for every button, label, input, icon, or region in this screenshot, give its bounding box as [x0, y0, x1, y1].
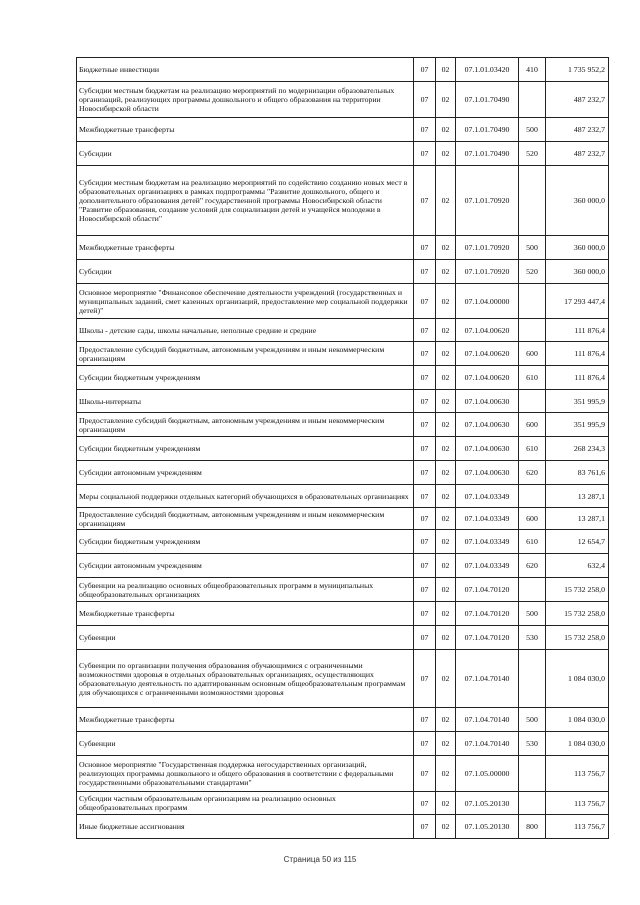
- row-section: 07: [414, 650, 436, 708]
- table-row: [77, 166, 609, 236]
- row-expense-type: [519, 390, 546, 413]
- row-subsection: 02: [436, 437, 456, 461]
- row-section: 07: [414, 792, 436, 815]
- row-amount: 351 995,9: [546, 413, 609, 437]
- row-expense-type: 520: [519, 260, 546, 284]
- table-row: [77, 342, 609, 366]
- row-target-article: 07.1.01.03420: [456, 58, 519, 82]
- table-row: [77, 82, 609, 118]
- row-section: 07: [414, 342, 436, 366]
- row-amount: 12 654,7: [546, 530, 609, 554]
- table-row: [77, 319, 609, 342]
- row-subsection: 02: [436, 708, 456, 732]
- row-amount: 268 234,3: [546, 437, 609, 461]
- row-target-article: 07.1.04.70120: [456, 578, 519, 602]
- row-name: Меры социальной поддержки отдельных категорий обучающихся в образовательных организациях: [77, 485, 414, 508]
- row-name: Субсидии автономным учреждениям: [77, 554, 414, 578]
- row-expense-type: 530: [519, 626, 546, 650]
- row-section: 07: [414, 319, 436, 342]
- row-target-article: 07.1.04.03349: [456, 530, 519, 554]
- row-section: 07: [414, 260, 436, 284]
- table-row: [77, 58, 609, 82]
- row-name: Субсидии частным образовательным организациям на реализацию основных общеобразовательных программ: [77, 792, 414, 815]
- row-amount: 487 232,7: [546, 142, 609, 166]
- row-target-article: 07.1.01.70490: [456, 142, 519, 166]
- row-amount: 111 876,4: [546, 319, 609, 342]
- row-target-article: 07.1.01.70920: [456, 236, 519, 260]
- row-target-article: 07.1.04.70120: [456, 626, 519, 650]
- row-name: Школы-интернаты: [77, 390, 414, 413]
- row-section: 07: [414, 413, 436, 437]
- row-amount: 351 995,9: [546, 390, 609, 413]
- row-name: Иные бюджетные ассигнования: [77, 815, 414, 839]
- table-row: [77, 236, 609, 260]
- row-name: Основное мероприятие "Государственная поддержка негосударственных организаций, реализующих программы дошкольного и общего образования в соответствии с федеральными государственными образовательными стандартами": [77, 756, 414, 792]
- row-target-article: 07.1.04.00620: [456, 342, 519, 366]
- row-subsection: 02: [436, 756, 456, 792]
- row-target-article: 07.1.05.20130: [456, 815, 519, 839]
- table-row: [77, 142, 609, 166]
- table-row: [77, 413, 609, 437]
- row-target-article: 07.1.04.00630: [456, 390, 519, 413]
- row-amount: 487 232,7: [546, 118, 609, 142]
- table-row: [77, 602, 609, 626]
- row-expense-type: [519, 284, 546, 319]
- row-target-article: 07.1.04.70140: [456, 732, 519, 756]
- table-row: [77, 792, 609, 815]
- table-row: [77, 626, 609, 650]
- row-expense-type: 500: [519, 236, 546, 260]
- row-expense-type: 530: [519, 732, 546, 756]
- row-expense-type: 610: [519, 437, 546, 461]
- row-section: 07: [414, 756, 436, 792]
- row-subsection: 02: [436, 260, 456, 284]
- row-subsection: 02: [436, 236, 456, 260]
- row-subsection: 02: [436, 732, 456, 756]
- row-expense-type: [519, 319, 546, 342]
- row-subsection: 02: [436, 602, 456, 626]
- table-row: [77, 554, 609, 578]
- row-amount: 15 732 258,0: [546, 602, 609, 626]
- row-name: Субвенции по организации получения образования обучающимися с ограниченными возможностями здоровья в отдельных образовательных организациях, осуществляющих образовательную деятельность по адаптированным основным общеобразовательным программам для обучающихся с ограниченными возможностями здоровья: [77, 650, 414, 708]
- row-subsection: 02: [436, 815, 456, 839]
- row-name: Субсидии автономным учреждениям: [77, 461, 414, 485]
- table-row: [77, 650, 609, 708]
- row-target-article: 07.1.05.20130: [456, 792, 519, 815]
- row-amount: 360 000,0: [546, 260, 609, 284]
- table-row: [77, 815, 609, 839]
- row-section: 07: [414, 732, 436, 756]
- table-row: [77, 732, 609, 756]
- row-name: Предоставление субсидий бюджетным, автономным учреждениям и иным некоммерческим организациям: [77, 342, 414, 366]
- row-subsection: 02: [436, 554, 456, 578]
- row-target-article: 07.1.04.00620: [456, 366, 519, 390]
- row-amount: 113 756,7: [546, 792, 609, 815]
- row-target-article: 07.1.04.00630: [456, 413, 519, 437]
- row-name: Основное мероприятие "Финансовое обеспечение деятельности учреждений (государственных и муниципальных заданий, смет казенных организаций, предоставление мер социальной поддержки детей)": [77, 284, 414, 319]
- row-section: 07: [414, 236, 436, 260]
- row-amount: 1 084 030,0: [546, 650, 609, 708]
- row-expense-type: [519, 756, 546, 792]
- row-expense-type: 500: [519, 708, 546, 732]
- table-row: [77, 708, 609, 732]
- row-subsection: 02: [436, 366, 456, 390]
- row-amount: 113 756,7: [546, 756, 609, 792]
- row-target-article: 07.1.04.00000: [456, 284, 519, 319]
- row-amount: 83 761,6: [546, 461, 609, 485]
- row-expense-type: 410: [519, 58, 546, 82]
- table-row: [77, 756, 609, 792]
- row-target-article: 07.1.04.00620: [456, 319, 519, 342]
- row-subsection: 02: [436, 792, 456, 815]
- row-amount: 13 287,1: [546, 508, 609, 530]
- row-expense-type: [519, 485, 546, 508]
- row-expense-type: 610: [519, 530, 546, 554]
- row-name: Субвенции: [77, 732, 414, 756]
- row-section: 07: [414, 166, 436, 236]
- table-row: [77, 118, 609, 142]
- row-expense-type: [519, 650, 546, 708]
- row-section: 07: [414, 554, 436, 578]
- row-section: 07: [414, 578, 436, 602]
- row-amount: 1 084 030,0: [546, 732, 609, 756]
- row-subsection: 02: [436, 82, 456, 118]
- row-expense-type: 520: [519, 142, 546, 166]
- row-amount: 113 756,7: [546, 815, 609, 839]
- row-subsection: 02: [436, 530, 456, 554]
- budget-table: [76, 57, 609, 839]
- row-expense-type: 610: [519, 366, 546, 390]
- row-expense-type: 620: [519, 461, 546, 485]
- row-section: 07: [414, 626, 436, 650]
- row-expense-type: 620: [519, 554, 546, 578]
- table-row: [77, 284, 609, 319]
- row-target-article: 07.1.04.70140: [456, 708, 519, 732]
- row-name: Бюджетные инвестиции: [77, 58, 414, 82]
- table-row: [77, 508, 609, 530]
- row-subsection: 02: [436, 461, 456, 485]
- row-section: 07: [414, 284, 436, 319]
- row-target-article: 07.1.01.70920: [456, 166, 519, 236]
- table-row: [77, 461, 609, 485]
- row-subsection: 02: [436, 319, 456, 342]
- table-row: [77, 260, 609, 284]
- table-row: [77, 530, 609, 554]
- row-expense-type: [519, 792, 546, 815]
- row-name: Субвенции: [77, 626, 414, 650]
- row-name: Межбюджетные трансферты: [77, 708, 414, 732]
- row-name: Субсидии: [77, 142, 414, 166]
- row-name: Предоставление субсидий бюджетным, автономным учреждениям и иным некоммерческим организациям: [77, 413, 414, 437]
- row-amount: 111 876,4: [546, 342, 609, 366]
- row-section: 07: [414, 118, 436, 142]
- table-row: [77, 578, 609, 602]
- row-expense-type: 600: [519, 508, 546, 530]
- row-amount: 1 735 952,2: [546, 58, 609, 82]
- row-target-article: 07.1.05.00000: [456, 756, 519, 792]
- row-subsection: 02: [436, 58, 456, 82]
- row-subsection: 02: [436, 650, 456, 708]
- row-target-article: 07.1.04.00630: [456, 461, 519, 485]
- row-target-article: 07.1.01.70490: [456, 118, 519, 142]
- row-amount: 15 732 258,0: [546, 578, 609, 602]
- row-target-article: 07.1.04.03349: [456, 554, 519, 578]
- row-expense-type: 500: [519, 118, 546, 142]
- row-amount: 360 000,0: [546, 166, 609, 236]
- row-subsection: 02: [436, 284, 456, 319]
- row-amount: 632,4: [546, 554, 609, 578]
- row-section: 07: [414, 390, 436, 413]
- page-number: Страница 50 из 115: [283, 855, 357, 864]
- row-target-article: 07.1.04.03349: [456, 485, 519, 508]
- row-subsection: 02: [436, 485, 456, 508]
- row-target-article: 07.1.04.70120: [456, 602, 519, 626]
- row-section: 07: [414, 530, 436, 554]
- row-subsection: 02: [436, 413, 456, 437]
- row-subsection: 02: [436, 166, 456, 236]
- row-expense-type: [519, 82, 546, 118]
- row-target-article: 07.1.04.70140: [456, 650, 519, 708]
- row-expense-type: 600: [519, 413, 546, 437]
- row-amount: 17 293 447,4: [546, 284, 609, 319]
- row-name: Предоставление субсидий бюджетным, автономным учреждениям и иным некоммерческим организациям: [77, 508, 414, 530]
- row-section: 07: [414, 708, 436, 732]
- row-name: Межбюджетные трансферты: [77, 118, 414, 142]
- row-amount: 487 232,7: [546, 82, 609, 118]
- row-name: Субсидии местным бюджетам на реализацию мероприятий по содействию созданию новых мест в образовательных организациях в рамках подпрограммы "Развитие дошкольного, общего и дополнительного образования детей" государственной программы Новосибирской области "Развитие образования, создание условий для социализации детей и учащейся молодежи в Новосибирской области": [77, 166, 414, 236]
- row-expense-type: 500: [519, 602, 546, 626]
- row-amount: 1 084 030,0: [546, 708, 609, 732]
- row-section: 07: [414, 508, 436, 530]
- row-target-article: 07.1.01.70490: [456, 82, 519, 118]
- row-name: Субсидии бюджетным учреждениям: [77, 437, 414, 461]
- row-section: 07: [414, 82, 436, 118]
- row-name: Субсидии: [77, 260, 414, 284]
- row-expense-type: 600: [519, 342, 546, 366]
- row-subsection: 02: [436, 118, 456, 142]
- row-name: Субсидии бюджетным учреждениям: [77, 366, 414, 390]
- row-amount: 111 876,4: [546, 366, 609, 390]
- row-target-article: 07.1.04.00630: [456, 437, 519, 461]
- row-expense-type: [519, 578, 546, 602]
- row-section: 07: [414, 602, 436, 626]
- row-subsection: 02: [436, 390, 456, 413]
- row-name: Межбюджетные трансферты: [77, 602, 414, 626]
- budget-table-body: [77, 58, 609, 839]
- row-amount: 15 732 258,0: [546, 626, 609, 650]
- row-amount: 13 287,1: [546, 485, 609, 508]
- row-expense-type: 800: [519, 815, 546, 839]
- row-name: Субсидии бюджетным учреждениям: [77, 530, 414, 554]
- row-amount: 360 000,0: [546, 236, 609, 260]
- row-name: Субвенции на реализацию основных общеобразовательных программ в муниципальных общеобразовательных организациях: [77, 578, 414, 602]
- row-section: 07: [414, 815, 436, 839]
- table-row: [77, 366, 609, 390]
- row-section: 07: [414, 142, 436, 166]
- row-section: 07: [414, 366, 436, 390]
- row-subsection: 02: [436, 578, 456, 602]
- row-name: Межбюджетные трансферты: [77, 236, 414, 260]
- row-target-article: 07.1.01.70920: [456, 260, 519, 284]
- row-section: 07: [414, 437, 436, 461]
- table-row: [77, 390, 609, 413]
- row-target-article: 07.1.04.03349: [456, 508, 519, 530]
- row-section: 07: [414, 461, 436, 485]
- row-section: 07: [414, 485, 436, 508]
- row-subsection: 02: [436, 626, 456, 650]
- row-name: Субсидии местным бюджетам на реализацию мероприятий по модернизации образовательных организаций, реализующих программы дошкольного и общего образования на территории Новосибирской области: [77, 82, 414, 118]
- table-row: [77, 485, 609, 508]
- row-section: 07: [414, 58, 436, 82]
- row-expense-type: [519, 166, 546, 236]
- table-row: [77, 437, 609, 461]
- row-subsection: 02: [436, 508, 456, 530]
- row-subsection: 02: [436, 342, 456, 366]
- row-name: Школы - детские сады, школы начальные, неполные средние и средние: [77, 319, 414, 342]
- row-subsection: 02: [436, 142, 456, 166]
